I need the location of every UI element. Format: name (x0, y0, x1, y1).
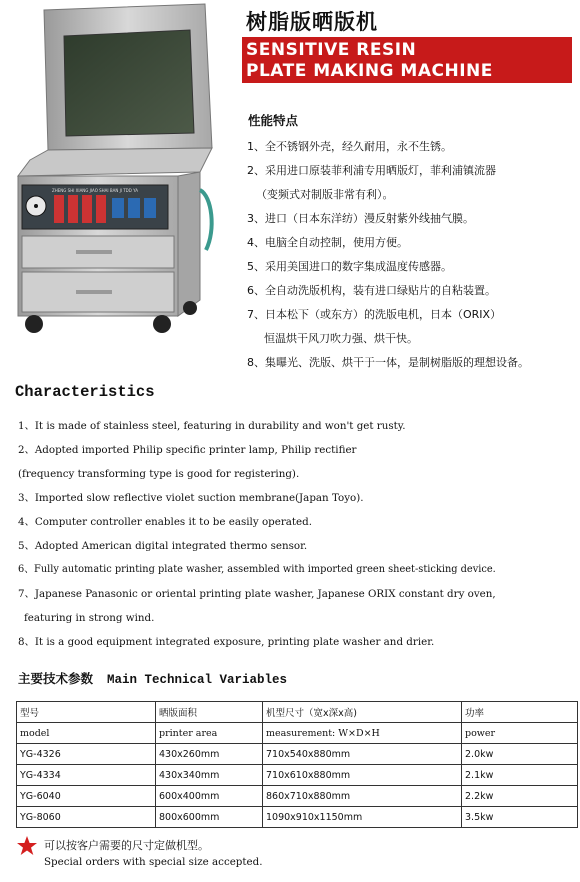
table-cell: YG-4334 (17, 765, 156, 786)
table-row (17, 765, 578, 786)
table-cell: 710x540x880mm (263, 744, 462, 765)
table-header-row-en (17, 723, 578, 744)
specs-table (16, 701, 578, 828)
table-cell: YG-8060 (17, 807, 156, 828)
table-cell: YG-6040 (17, 786, 156, 807)
characteristic-item: 2、Adopted imported Philip specific printer lamp, Philip rectifier (18, 444, 357, 456)
feature-item: 7、日本松下（或东方）的洗版电机，日本（ORIX） (247, 308, 502, 321)
feature-item: 8、集曝光、洗版、烘干于一体，是制树脂版的理想设备。 (247, 356, 529, 369)
characteristic-item: 8、It is a good equipment integrated exposure, printing plate washer and drier. (18, 636, 435, 648)
title-english-line1: SENSITIVE RESIN (246, 40, 417, 60)
table-cell: 800x600mm (156, 807, 263, 828)
table-cell: 2.2kw (462, 786, 578, 807)
table-cell: 860x710x880mm (263, 786, 462, 807)
table-header-cell: model (17, 723, 156, 744)
table-cell: 3.5kw (462, 807, 578, 828)
specs-heading-cn: 主要技术参数 (18, 671, 94, 686)
table-row (17, 807, 578, 828)
characteristic-item: featuring in strong wind. (24, 612, 155, 624)
table-cell: 430x340mm (156, 765, 263, 786)
table-row (17, 744, 578, 765)
table-cell: 430x260mm (156, 744, 263, 765)
feature-item: 6、全自动洗版机构，装有进口绿贴片的自粘装置。 (247, 284, 496, 297)
characteristic-item: 7、Japanese Panasonic or oriental printing plate washer, Japanese ORIX constant dry oven, (18, 588, 496, 600)
features-heading: 性能特点 (248, 113, 299, 128)
feature-item: （变频式对制版非常有利）。 (256, 188, 394, 201)
characteristic-item: (frequency transforming type is good for registering). (18, 468, 300, 480)
table-row (17, 786, 578, 807)
feature-item: 2、采用进口原装菲利浦专用晒版灯，菲利浦镇流器 (247, 164, 496, 177)
panel-label: ZHENG SHI XIANG JIAO SHAI BAN JI TDD YA (52, 188, 138, 193)
star-icon (16, 835, 38, 857)
feature-item: 1、全不锈钢外壳，经久耐用，永不生锈。 (247, 140, 452, 153)
title-banner (242, 37, 572, 83)
specs-heading (18, 669, 287, 687)
table-header-cell: 功率 (462, 702, 578, 723)
table-header-cell: 机型尺寸（宽x深x高) (263, 702, 462, 723)
characteristic-item: 3、Imported slow reflective violet suction membrane(Japan Toyo). (18, 492, 364, 504)
table-header-cell: 晒版面积 (156, 702, 263, 723)
custom-order-note-en: Special orders with special size accepted. (44, 856, 263, 868)
characteristic-item: 1、It is made of stainless steel, featuring in durability and won't get rusty. (18, 420, 406, 432)
title-english-line2: PLATE MAKING MACHINE (246, 61, 493, 81)
characteristic-item: 5、Adopted American digital integrated thermo sensor. (18, 540, 308, 552)
specs-heading-en: Main Technical Variables (107, 673, 288, 687)
feature-item: 3、进口（日本东洋纺）漫反射紫外线抽气膜。 (247, 212, 474, 225)
table-header-row-cn (17, 702, 578, 723)
table-cell: 2.1kw (462, 765, 578, 786)
table-header-cell: 型号 (17, 702, 156, 723)
custom-order-note-cn: 可以按客户需要的尺寸定做机型。 (44, 839, 209, 852)
feature-item: 4、电脑全自动控制，使用方便。 (247, 236, 408, 249)
table-header-cell: printer area (156, 723, 263, 744)
feature-item: 恒温烘干风刀吹力强、烘干快。 (264, 332, 418, 345)
table-cell: 1090x910x1150mm (263, 807, 462, 828)
characteristic-item: 6、Fully automatic printing plate washer, assembled with imported green sheet-sticking device. (18, 564, 496, 575)
table-header-cell: power (462, 723, 578, 744)
table-cell: 600x400mm (156, 786, 263, 807)
page-title-chinese: 树脂版晒版机 (246, 10, 378, 34)
table-cell: 2.0kw (462, 744, 578, 765)
machine-photo (0, 0, 230, 340)
table-cell: 710x610x880mm (263, 765, 462, 786)
table-header-cell: measurement: W×D×H (263, 723, 462, 744)
table-cell: YG-4326 (17, 744, 156, 765)
characteristics-heading: Characteristics (15, 383, 155, 401)
characteristic-item: 4、Computer controller enables it to be easily operated. (18, 516, 312, 528)
feature-item: 5、采用美国进口的数字集成温度传感器。 (247, 260, 452, 273)
